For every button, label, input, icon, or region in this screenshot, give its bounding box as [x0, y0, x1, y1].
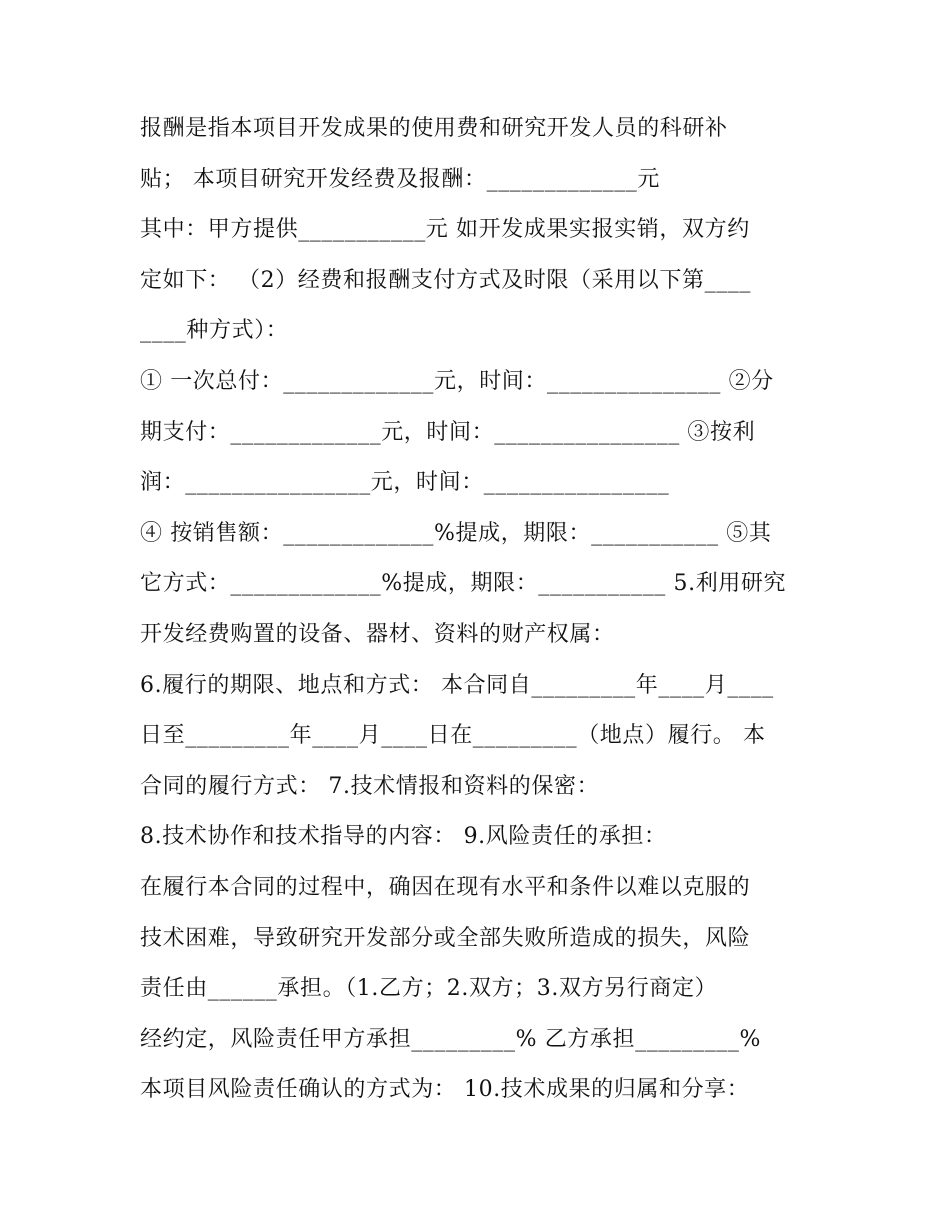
text-line-10: 它方式：_____________%提成，期限：___________ 5.利用研究: [140, 571, 787, 597]
text-line-2: 贴； 本项目研究开发经费及报酬：_____________元: [140, 166, 660, 192]
text-line-7: 期支付：_____________元，时间：________________ ③按利: [140, 419, 756, 445]
text-line-3: 其中：甲方提供___________元 如开发成果实报实销，双方约: [140, 217, 750, 243]
text-line-9: ④ 按销售额：_____________%提成，期限：___________ ⑤其: [140, 520, 772, 546]
text-line-1: 报酬是指本项目开发成果的使用费和研究开发人员的科研补: [140, 116, 728, 141]
document-page: [140, 104, 820, 1116]
text-line-16: 在履行本合同的过程中，确因在现有水平和条件以难以克服的: [140, 874, 751, 900]
text-line-8: 润：________________元，时间：________________: [140, 470, 670, 496]
text-line-14: 合同的履行方式： 7.技术情报和资料的保密：: [140, 773, 600, 799]
text-line-13: 日至_________年____月____日在_________（地点）履行。 本: [140, 723, 766, 749]
text-line-5: ____种方式）：: [140, 318, 289, 344]
text-line-18: 责任由______承担。（1.乙方；2.双方；3.双方另行商定）: [140, 976, 718, 1002]
text-line-4: 定如下： （2）经费和报酬支付方式及时限（采用以下第____: [140, 267, 751, 293]
text-line-19: 经约定，风险责任甲方承担_________% 乙方承担_________%: [140, 1026, 762, 1052]
text-line-6: ① 一次总付：_____________元，时间：_______________ ②分: [140, 368, 774, 394]
text-line-11: 开发经费购置的设备、器材、资料的财产权属：: [140, 621, 615, 647]
text-line-20: 本项目风险责任确认的方式为： 10.技术成果的归属和分享：: [140, 1077, 750, 1103]
text-line-15: 8.技术协作和技术指导的内容： 9.风险责任的承担：: [140, 824, 667, 850]
text-line-17: 技术困难，导致研究开发部分或全部失败所造成的损失，风险: [140, 925, 751, 951]
text-line-12: 6.履行的期限、地点和方式： 本合同自_________年____月____: [140, 672, 774, 698]
